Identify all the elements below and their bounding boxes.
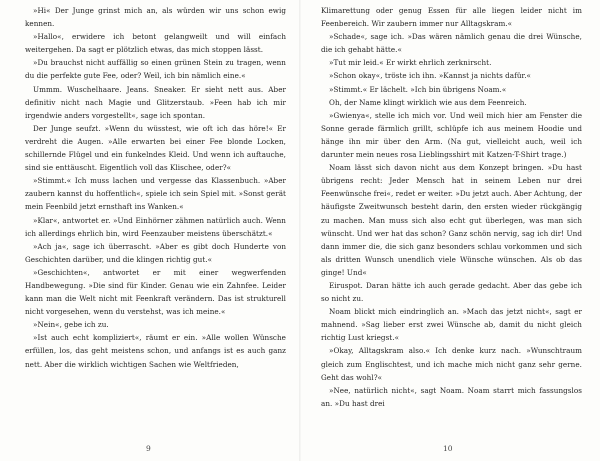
left-page <box>25 4 286 454</box>
paragraph: »Stimmt.« Er lächelt. »Ich bin übrigens Noam.« <box>329 84 507 94</box>
paragraph: »Tut mir leid.« Er wirkt ehrlich zerknirscht. <box>329 58 492 68</box>
paragraph: Der Junge seufzt. »Wenn du wüsstest, wie oft ich das höre!« Er verdreht die Augen. »Alle erwarten bei einer Fee blonde Locken, schillernde Flügel und ein funkelndes Kleid. Und wenn ich auftauche, sind sie enttäuscht. Eigentlich voll das Klischee, oder?« <box>25 123 286 173</box>
right-page <box>321 4 582 454</box>
left-page-number: 9 <box>146 444 151 453</box>
paragraph: »Nee, natürlich nicht«, sagt Noam. Noam starrt mich fassungslos an. »Du hast drei <box>321 385 582 408</box>
paragraph: Noam blickt mich eindringlich an. »Mach das jetzt nicht«, sagt er mahnend. »Sag lieber erst zwei Wünsche ab, damit du nicht gleich richtig Lust kriegst.« <box>321 307 582 343</box>
paragraph: Ummm. Wuschelhaare. Jeans. Sneaker. Er sieht nett aus. Aber definitiv nicht nach Magie und Glitzerstaub. »Feen hab ich mir irgendwie anders vorgestellt«, sage ich spontan. <box>25 84 286 120</box>
paragraph: Noam lässt sich davon nicht aus dem Konzept bringen. »Du hast übrigens recht: Jeder Mensch hat in seinem Leben nur drei Feenwünsche frei«, redet er weiter. »Du jetzt auch. Aber Achtung, der häufigste Zweitwunsch besteht darin, den ersten wieder rückgängig zu machen. Man muss sich also echt gut überlegen, was man sich wünscht. Und wer hat das schon? Ganz schön nervig, sag ich dir! Und dann immer die, die sich ganz besonders schlau vorkommen und sich als dritten Wunsch unendlich viele Wünsche wünschen. Als ob das ginge! Und« <box>321 163 582 277</box>
paragraph: Oh, der Name klingt wirklich wie aus dem Feenreich. <box>329 97 527 107</box>
paragraph: »Klar«, antwortet er. »Und Einhörner zähmen natürlich auch. Wenn ich allerdings ehrlich bin, wird Feenzauber meistens überschätzt.« <box>25 215 286 238</box>
paragraph: »Okay, Alltagskram also.« Ich denke kurz nach. »Wunschtraum gleich zum Englischtest, und ich mache mich nicht ganz sehr gerne. Geht das wohl?« <box>321 346 582 382</box>
paragraph: »Hi« Der Junge grinst mich an, als würden wir uns schon ewig kennen. <box>25 6 286 29</box>
book-gutter <box>299 0 301 461</box>
paragraph: Eiruspot. Daran hätte ich auch gerade gedacht. Aber das gebe ich so nicht zu. <box>321 280 582 304</box>
paragraph: »Schon okay«, tröste ich ihn. »Kannst ja nichts dafür.« <box>329 71 532 81</box>
paragraph: »Schade«, sage ich. »Das wären nämlich genau die drei Wünsche, die ich gehabt hätte.« <box>321 32 582 55</box>
paragraph: »Ach ja«, sage ich überrascht. »Aber es gibt doch Hunderte von Geschichten darüber, und die klingen richtig gut.« <box>25 241 286 264</box>
right-page-number: 10 <box>443 444 453 453</box>
paragraph: »Stimmt.« Ich muss lachen und vergesse das Klassenbuch. »Aber zaubern kannst du hoffentlich«, spiele ich sein Spiel mit. »Sonst gerät mein Feenbild jetzt ernsthaft ins Wanken.« <box>25 176 286 212</box>
paragraph: »Nein«, gebe ich zu. <box>33 320 109 330</box>
paragraph: Klimarettung oder genug Essen für alle liegen leider nicht im Feenbereich. Wir zaubern immer nur Alltagskram.« <box>321 6 582 29</box>
paragraph: »Hallo«, erwidere ich betont gelangweilt und will einfach weitergehen. Da sagt er plötzlich etwas, das mich stoppen lässt. <box>25 32 286 55</box>
paragraph: »Ist auch echt kompliziert«, räumt er ein. »Alle wollen Wünsche erfüllen, los, das geht meistens schon, und anfangs ist es auch ganz nett. Aber die wirklich wichtigen Sachen wie Weltfrieden, <box>25 333 286 369</box>
paragraph: »Gwienya«, stelle ich mich vor. Und weil mich hier am Fenster die Sonne gerade färmlich grillt, schlüpfe ich aus meinem Hoodie und hänge ihn mir über den Arm. (Na gut, vielleicht auch, weil ich darunter mein neues rosa Lieblingsshirt mit Katzen-T-Shirt trage.) <box>321 110 582 160</box>
paragraph: »Du brauchst nicht auffällig so einen grünen Stein zu tragen, wenn du die perfekte gute Fee, oder? Weil, ich bin nämlich eine.« <box>25 58 286 81</box>
paragraph: »Geschichten«, antwortet er mit einer wegwerfenden Handbewegung. »Die sind für Kinder. Genau wie ein Zahnfee. Leider kann man die Welt nicht mit Feenkraft verändern. Das ist strukturell nicht vorgesehen, wenn du verstehst, was ich meine.« <box>25 267 286 317</box>
